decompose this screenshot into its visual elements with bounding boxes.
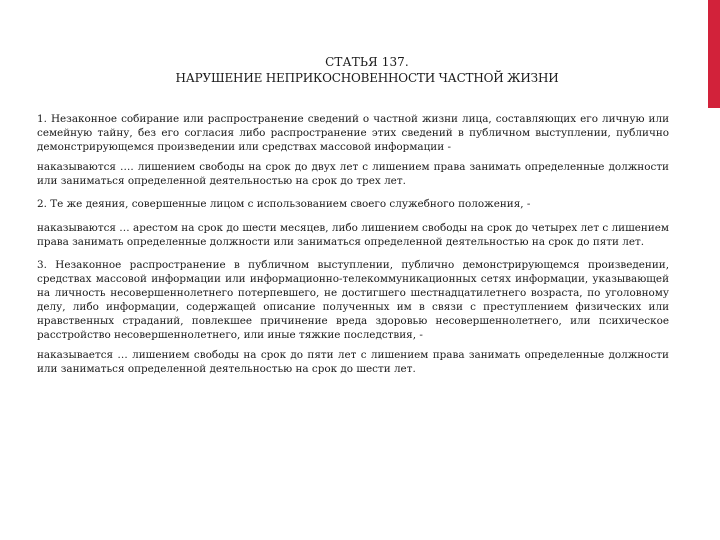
article-title: НАРУШЕНИЕ НЕПРИКОСНОВЕННОСТИ ЧАСТНОЙ ЖИЗНИ [175, 71, 559, 85]
paragraph-2: 2. Те же деяния, совершенные лицом с использованием своего служебного положения, - [37, 198, 531, 211]
paragraph-3-penalty: наказывается … лишением свободы на срок до пяти лет с лишением права занимать определенные должности или заниматься определенной деятельностью на срок до шести лет. [37, 349, 669, 376]
paragraph-2-penalty: наказываются … арестом на срок до шести месяцев, либо лишением свободы на срок до четырех лет с лишением права занимать определенные должности или заниматься определенной деятельностью на срок до пяти лет. [37, 221, 669, 248]
paragraph-1-penalty: наказываются …. лишением свободы на срок до двух лет с лишением права занимать определенные должности или заниматься определенной деятельностью на срок до трех лет. [37, 161, 669, 188]
accent-bar [708, 0, 720, 108]
slide-content [37, 54, 669, 383]
title-block [65, 54, 669, 86]
paragraph-1: 1. Незаконное собирание или распространение сведений о частной жизни лица, составляющих его личную или семейную тайну, без его согласия либо распространение этих сведений в публичном выступлении, публично демонстрирующемся произведении или средствах массовой информации - [37, 113, 669, 154]
paragraph-3: 3. Незаконное распространение в публичном выступлении, публично демонстрирующемся произведении, средствах массовой информации или информационно-телекоммуникационных сетях информации, указывающей на личность несовершеннолетнего потерпевшего, не достигшего шестнадцатилетнего возраста, по уголовному делу, либо информации, содержащей описание полученных им в связи с преступлением физических или нравственных страданий, повлекшее причинение вреда здоровью несовершеннолетнего, или психическое расстройство несовершеннолетнего, или иные тяжкие последствия, - [37, 258, 669, 342]
article-number: СТАТЬЯ 137. [325, 55, 409, 69]
